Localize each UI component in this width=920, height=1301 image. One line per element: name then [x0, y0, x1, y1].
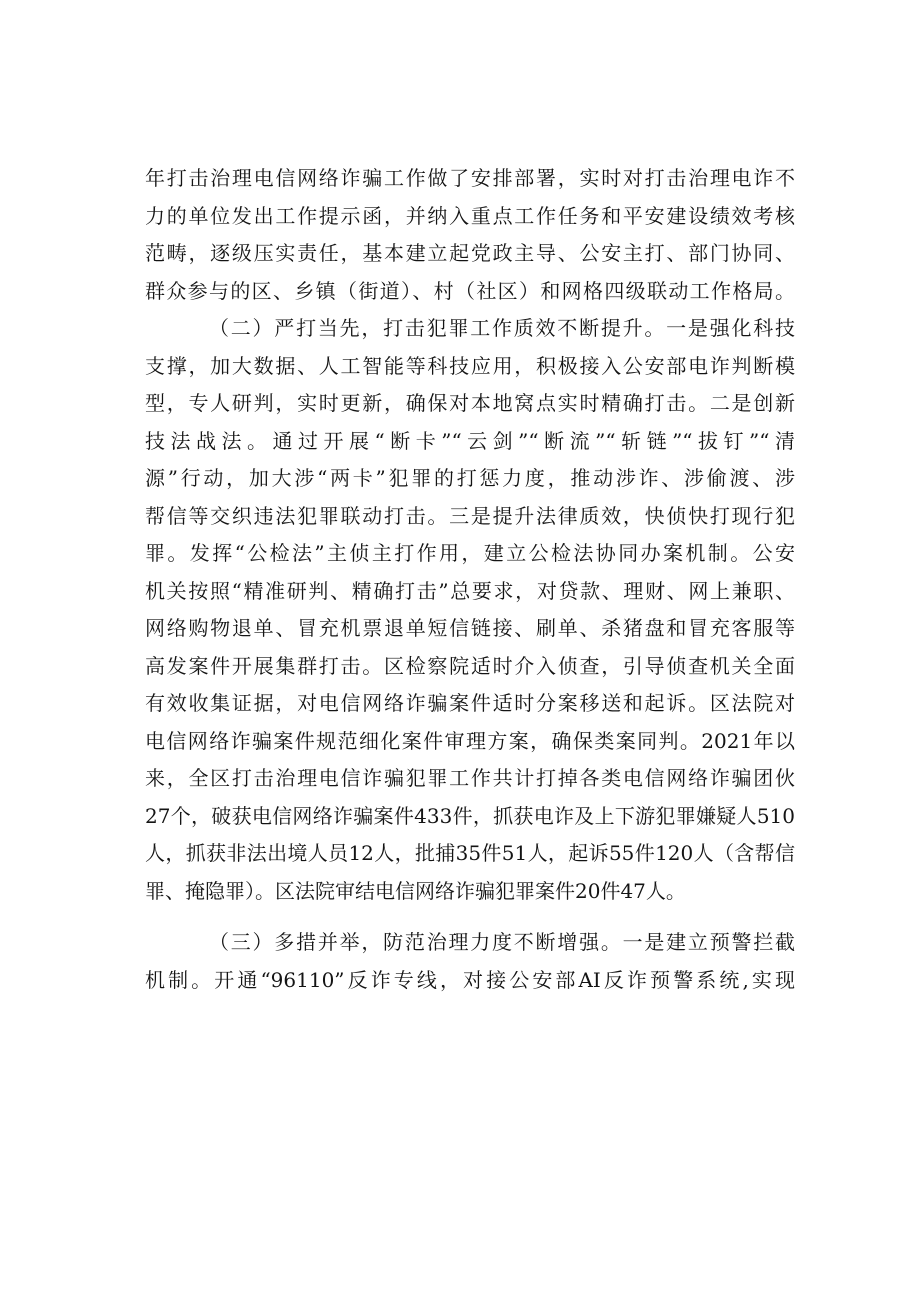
text-line: 机关按照“精准研判、精确打击”总要求，对贷款、理财、网上兼职、: [145, 578, 795, 603]
text-line: 力的单位发出工作提示函，并纳入重点工作任务和平安建设绩效考核: [145, 203, 795, 228]
text-line: 群众参与的区、乡镇（街道）、村（社区）和网格四级联动工作格局。: [145, 278, 795, 303]
text-line: 技法战法。通过开展“断卡”“云剑”“断流”“斩链”“拔钉”“清: [145, 428, 795, 453]
text-line: 27个，破获电信网络诈骗案件433件，抓获电诈及上下游犯罪嫌疑人510: [145, 803, 795, 828]
text-line: 支撑，加大数据、人工智能等科技应用，积极接入公安部电诈判断模: [145, 353, 795, 378]
text-line: 来，全区打击治理电信诈骗犯罪工作共计打掉各类电信网络诈骗团伙: [145, 766, 795, 790]
text-line: 范畴，逐级压实责任，基本建立起党政主导、公安主打、部门协同、: [145, 241, 795, 265]
text-line: 机制。开通“96110”反诈专线，对接公安部AI反诈预警系统,实现: [145, 967, 795, 992]
text-line: 人，抓获非法出境人员12人，批捕35件51人，起诉55件120人（含帮信: [145, 841, 795, 865]
paragraph-spacer: [145, 910, 795, 924]
paragraph-heading-line: （三）多措并举，防范治理力度不断增强。一是建立预警拦截: [209, 930, 795, 954]
paragraph-1: [145, 160, 795, 310]
text-line: 型，专人研判，实时更新，确保对本地窝点实时精确打击。二是创新: [145, 391, 795, 415]
text-line: 高发案件开展集群打击。区检察院适时介入侦查，引导侦查机关全面: [145, 653, 795, 678]
paragraph-2: [145, 310, 795, 910]
text-line: 罪、掩隐罪）。区法院审结电信网络诈骗犯罪案件20件47人。: [145, 878, 686, 903]
text-line: 网络购物退单、冒充机票退单短信链接、刷单、杀猪盘和冒充客服等: [145, 616, 795, 640]
paragraph-heading-line: （二）严打当先，打击犯罪工作质效不断提升。一是强化科技: [209, 316, 795, 340]
text-line: 帮信等交织违法犯罪联动打击。三是提升法律质效，快侦快打现行犯: [145, 503, 795, 528]
body-text: [145, 160, 795, 999]
paragraph-3: [145, 924, 795, 999]
text-line: 年打击治理电信网络诈骗工作做了安排部署，实时对打击治理电诈不: [145, 166, 795, 190]
text-line: 电信网络诈骗案件规范细化案件审理方案，确保类案同判。2021年以: [145, 728, 795, 753]
text-line: 有效收集证据，对电信网络诈骗案件适时分案移送和起诉。区法院对: [145, 691, 795, 715]
text-line: 罪。发挥“公检法”主侦主打作用，建立公检法协同办案机制。公安: [145, 541, 795, 565]
text-line: 源”行动，加大涉“两卡”犯罪的打惩力度，推动涉诈、涉偷渡、涉: [145, 466, 795, 490]
